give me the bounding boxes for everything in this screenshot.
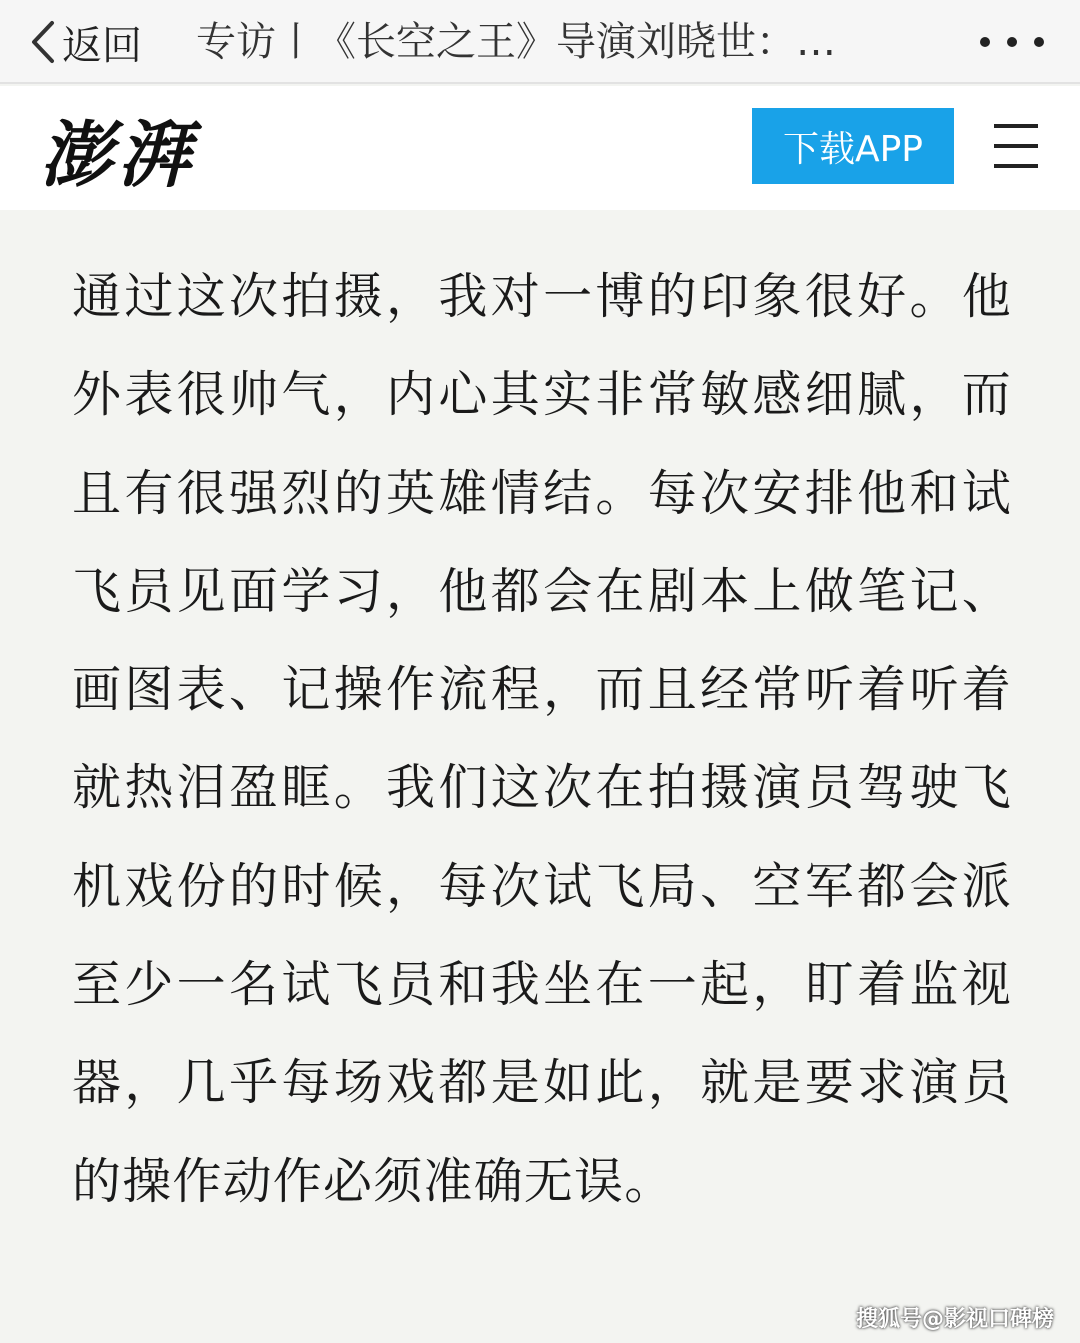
chevron-left-icon [28,19,58,65]
watermark: 搜狐号@影视口碑榜 [855,1307,1054,1332]
page-title: 专访丨《长空之王》导演刘晓世：… [196,19,836,65]
back-label: 返回 [62,22,142,69]
more-options-button[interactable] [980,22,1044,62]
more-dots-icon [1007,37,1017,47]
site-logo[interactable]: 澎湃 [40,112,197,197]
article-paragraph: 通过这次拍摄，我对一博的印象很好。他外表很帅气，内心其实非常敏感细腻，而且有很强烈的英雄情结。每次安排他和试飞员见面学习，他都会在剧本上做笔记、画图表、记操作流程，而且经常听着听着就热泪盈眶。我们这次在拍摄演员驾驶飞机戏份的时候，每次试飞局、空军都会派至少一名试飞员和我坐在一起，盯着监视器，几乎每场戏都是如此，就是要求演员的操作动作必须准确无误。 [72,268,1012,1210]
more-dots-icon [980,37,990,47]
top-navigation-bar [0,0,1080,84]
back-button[interactable] [28,0,142,84]
download-app-button[interactable]: 下载APP [752,108,954,184]
more-dots-icon [1034,37,1044,47]
site-header [0,86,1080,210]
article-body [0,210,1080,1343]
hamburger-menu-icon[interactable] [994,124,1040,170]
